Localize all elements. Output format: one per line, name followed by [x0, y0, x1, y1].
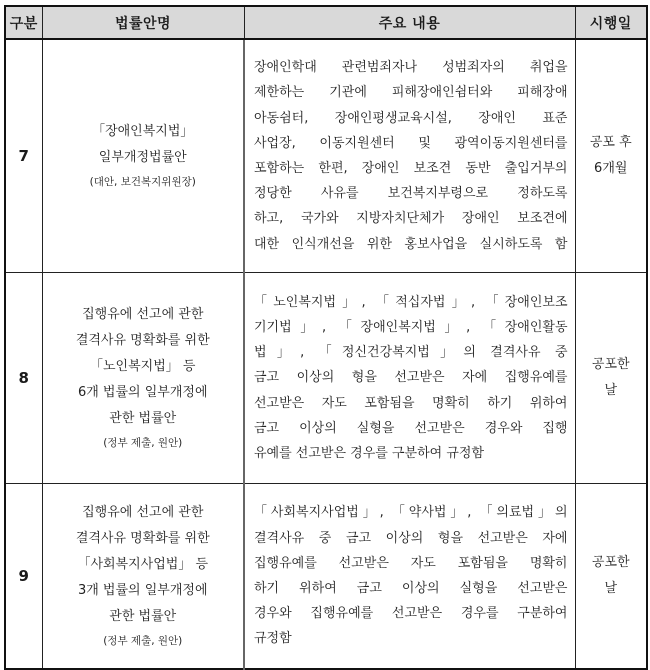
content-line: 하기 위하여 금고 이상의 실형을 선고받은	[254, 581, 568, 596]
row-number: 8	[5, 273, 42, 484]
content-line: 포함하는 한편, 장애인 보조견 동반 출입거부의	[254, 161, 568, 176]
bill-source: (정부 제출, 원안)	[103, 635, 183, 647]
row-number: 9	[5, 484, 42, 670]
effective-date	[575, 273, 647, 484]
bill-name-line: 「노인복지법」 등	[90, 359, 196, 374]
content-line: 금고 이상의 형을 선고받은 자에 집행유예를	[254, 370, 568, 386]
bill-source: (대안, 보건복지위원장)	[89, 176, 196, 188]
bill-name-line: 집행유에 선고에 관한	[82, 307, 204, 322]
bill-name-line: 결격사유 명확화를 위한	[75, 333, 210, 348]
content-line: 아동쉼터, 장애인평생교육시설, 장애인 표준	[254, 110, 568, 126]
bill-name-line: 「사회복지사업법」 등	[77, 557, 209, 572]
bill-content	[244, 39, 575, 273]
header-row	[5, 6, 647, 39]
content-line: 「사회복지사업법」, 「약사법」, 「의료법」의	[254, 505, 568, 521]
table-row	[5, 39, 647, 273]
bill-content	[244, 273, 575, 484]
bill-content	[244, 484, 575, 670]
bill-name-line: 관한 법률안	[109, 609, 177, 624]
content-line: 집행유예를 선고받은 자도 포함됨을 명확히	[254, 555, 568, 571]
header-bill-name: 법률안명	[42, 6, 244, 39]
bill-name	[42, 484, 244, 670]
bill-name-line: 집행유에 선고에 관한	[82, 505, 204, 520]
effective-date-line: 6개월	[594, 161, 628, 176]
bill-name-line: 「장애인복지법」	[92, 124, 194, 139]
bill-name	[42, 39, 244, 273]
header-effective-date: 시행일	[575, 6, 647, 39]
bill-name-line: 관한 법률안	[109, 411, 177, 426]
content-line: 경우와 집행유예를 선고받은 경우를 구분하여	[254, 606, 568, 622]
content-line: 규정함	[254, 631, 292, 647]
content-line: 하고, 국가와 지방자치단체가 장애인 보조견에	[254, 211, 568, 227]
effective-date	[575, 39, 647, 273]
bill-name-line: 일부개정법률안	[98, 150, 187, 165]
bill-source: (정부 제출, 원안)	[103, 437, 183, 449]
header-no: 구분	[5, 6, 42, 39]
content-line: 장애인학대 관련범죄자나 성범죄자의 취업을	[254, 60, 568, 76]
table-row	[5, 484, 647, 670]
content-line: 제한하는 기관에 피해장애인쉼터와 피해장애	[254, 85, 568, 101]
bill-name	[42, 273, 244, 484]
content-line: 사업장, 이동지원센터 및 광역이동지원센터를	[254, 135, 568, 151]
bill-table	[4, 5, 648, 670]
table-row	[5, 273, 647, 484]
effective-date-line: 날	[604, 581, 618, 596]
header-content: 주요 내용	[244, 6, 575, 39]
effective-date-line: 날	[604, 383, 618, 398]
bill-name-line: 6개 법률의 일부개정에	[77, 385, 208, 400]
content-line: 대한 인식개선을 위한 홍보사업을 실시하도록 함	[254, 236, 568, 252]
content-line: 기기법」, 「장애인복지법」, 「장애인활동	[254, 319, 568, 335]
content-line: 선고받은 자도 포함됨을 명확히 하기 위하여	[254, 395, 568, 411]
content-line: 유예를 선고받은 경우를 구분하여 규정함	[254, 446, 485, 461]
effective-date	[575, 484, 647, 670]
effective-date-line: 공포한	[591, 555, 630, 570]
effective-date-line: 공포 후	[589, 135, 632, 150]
content-line: 결격사유 중 금고 이상의 형을 선고받은 자에	[254, 530, 568, 546]
bill-name-line: 결격사유 명확화를 위한	[75, 531, 210, 546]
content-line: 금고 이상의 실형을 선고받은 경우와 집행	[254, 420, 568, 436]
row-number: 7	[5, 39, 42, 273]
content-line: 법」, 「정신건강복지법」의 결격사유 중	[254, 345, 568, 361]
effective-date-line: 공포한	[591, 357, 630, 372]
content-line: 「노인복지법」, 「적십자법」, 「장애인보조	[254, 294, 568, 310]
bill-name-line: 3개 법률의 일부개정에	[77, 583, 208, 598]
content-line: 정당한 사유를 보건복지부령으로 정하도록	[254, 186, 568, 202]
